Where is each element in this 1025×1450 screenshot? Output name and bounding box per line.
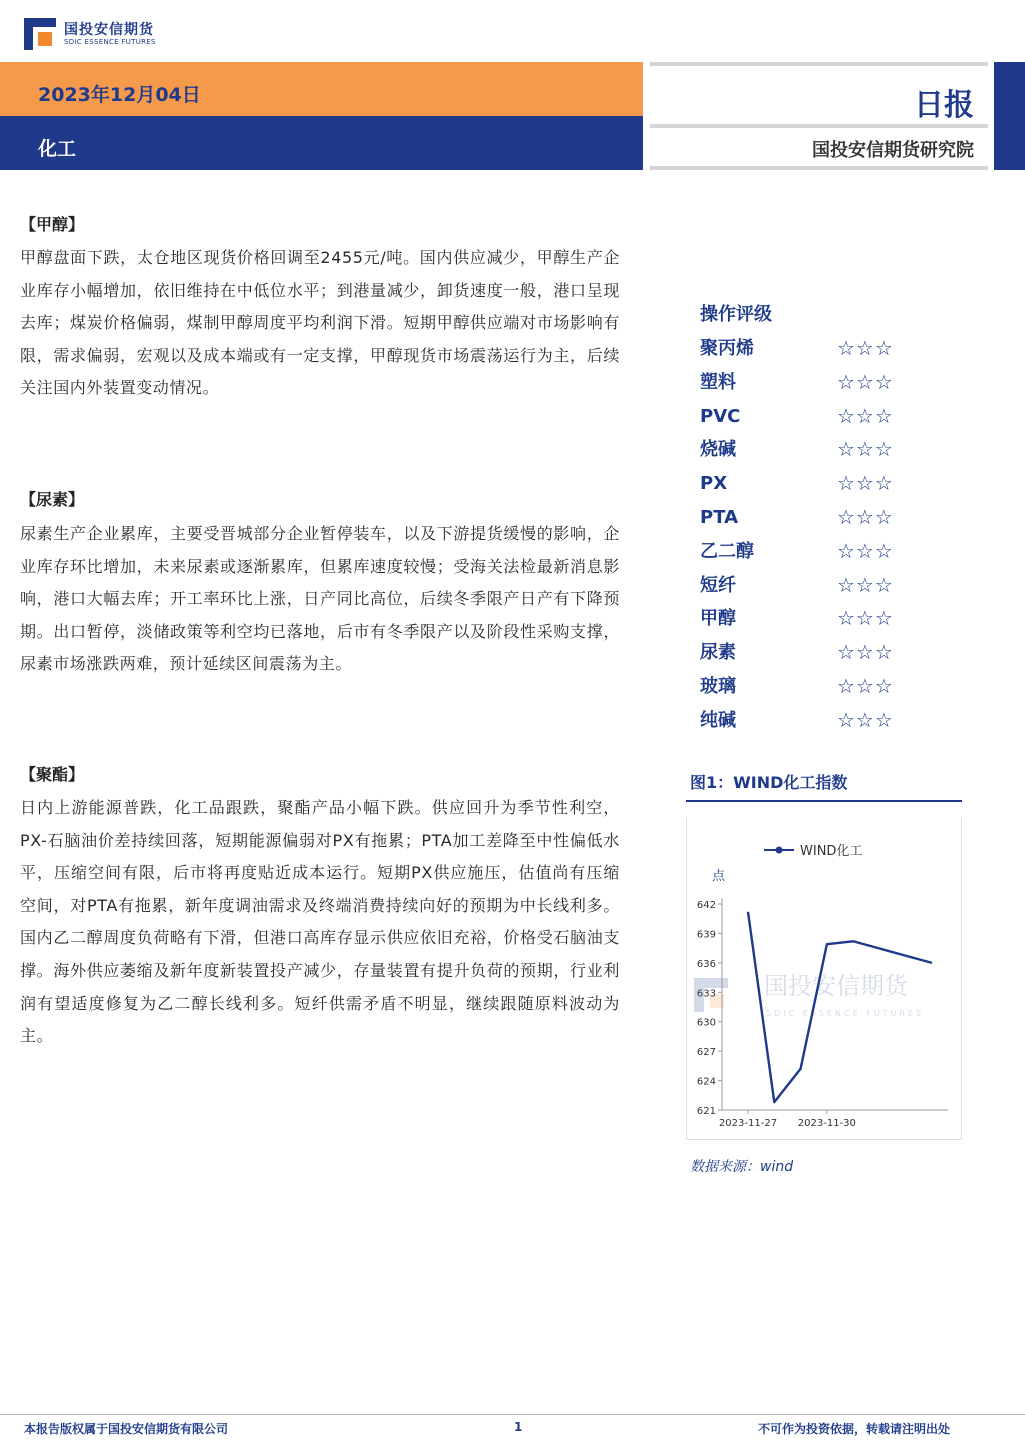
section-body-polyester: 日内上游能源普跌，化工品跟跌，聚酯产品小幅下跌。供应回升为季节性利空，PX-石脑油价差持续回落，短期能源偏弱对PX有拖累；PTA加工差降至中性偏低水平，压缩空间有限，后市将再度贴近成本运行。短期PX供应施压，估值尚有压缩空间，对PTA有拖累，新年度调油需求及终端消费持续向好的预期为中长线利多。国内乙二醇周度负荷略有下滑，但港口高库存显示供应依旧充裕，价格受石脑油支撑。海外供应萎缩及新年度新装置投产减少，存量装置有提升负荷的预期，行业利润有望适度修复为乙二醇长线利多。短纤供需矛盾不明显，继续跟随原料波动为主。 xyxy=(20,798,620,1046)
section-body-methanol: 甲醇盘面下跌，太仓地区现货价格回调至2455元/吨。国内供应减少，甲醇生产企业库存小幅增加，依旧维持在中低位水平；到港量减少，卸货速度一般，港口呈现去库；煤炭价格偏弱，煤制甲醇周度平均利润下滑。短期甲醇供应端对市场影响有限，需求偏弱，宏观以及成本端或有一定支撑，甲醇现货市场震荡运行为主，后续关注国内外装置变动情况。 xyxy=(20,248,620,398)
star-rating-icon: ☆☆☆ xyxy=(837,538,894,563)
rating-name: 烧碱 xyxy=(700,439,736,461)
figure-rule xyxy=(686,800,962,802)
star-rating-icon: ☆☆☆ xyxy=(837,471,894,496)
star-rating-icon: ☆☆☆ xyxy=(837,504,894,529)
x-tick-label: 2023-11-30 xyxy=(797,1118,856,1129)
rating-row xyxy=(700,569,940,603)
footer-page-number: 1 xyxy=(514,1420,523,1434)
rating-row xyxy=(700,704,940,738)
header-sector-band xyxy=(0,116,643,170)
chart-legend xyxy=(764,844,862,859)
rating-row xyxy=(700,332,940,366)
rating-name: 纯碱 xyxy=(700,709,736,731)
rating-row xyxy=(700,670,940,704)
rating-name: 乙二醇 xyxy=(700,540,754,562)
rating-name: PVC xyxy=(700,405,741,427)
star-rating-icon: ☆☆☆ xyxy=(837,640,894,665)
y-tick-label: 636 xyxy=(696,958,716,970)
report-date: 2023年12月04日 xyxy=(38,84,201,106)
star-rating-icon: ☆☆☆ xyxy=(837,437,894,462)
star-rating-icon: ☆☆☆ xyxy=(837,606,894,631)
rating-row xyxy=(700,636,940,670)
section-body-urea: 尿素生产企业累库，主要受晋城部分企业暂停装车，以及下游提货缓慢的影响，企业库存环比增加，未来尿素或逐渐累库，但累库速度较慢；受海关法检最新消息影响，港口大幅去库；开工率环比上涨，日产同比高位，后续冬季限产日产有下降预期。出口暂停，淡储政策等利空均已落地，后市有冬季限产以及阶段性采购支撑，尿素市场涨跌两难，预计延续区间震荡为主。 xyxy=(20,524,620,674)
logo-subtitle: SDIC ESSENCE FUTURES xyxy=(64,38,156,46)
watermark xyxy=(694,972,924,1018)
rating-row xyxy=(700,602,940,636)
logo-name: 国投安信期货 xyxy=(64,22,154,38)
x-axis xyxy=(719,1110,948,1129)
figure-source: 数据来源：wind xyxy=(690,1159,794,1175)
rating-panel xyxy=(700,298,940,738)
rating-row xyxy=(700,433,940,467)
series-line-wind-chemical xyxy=(748,912,932,1102)
rating-name: 尿素 xyxy=(700,642,736,664)
y-tick-label: 624 xyxy=(696,1076,716,1088)
y-tick-label: 630 xyxy=(696,1017,716,1029)
wind-chemical-index-chart xyxy=(686,818,962,1140)
rating-row xyxy=(700,467,940,501)
star-rating-icon: ☆☆☆ xyxy=(837,673,894,698)
rating-row xyxy=(700,366,940,400)
rating-title: 操作评级 xyxy=(700,304,772,325)
watermark-subtext: SDIC ESSENCE FUTURES xyxy=(766,1009,925,1018)
rating-row xyxy=(700,400,940,434)
rating-name: 聚丙烯 xyxy=(700,338,754,359)
section-title-polyester: 【聚酯】 xyxy=(20,765,85,784)
report-sector: 化工 xyxy=(38,138,77,160)
company-logo xyxy=(24,16,194,56)
legend-series-name: WIND化工 xyxy=(800,844,863,859)
rating-name: PTA xyxy=(700,506,739,528)
star-rating-icon: ☆☆☆ xyxy=(837,336,894,360)
logo-mark-icon xyxy=(24,18,56,50)
header-right xyxy=(650,62,988,170)
footer-rule xyxy=(0,1414,1025,1415)
star-rating-icon: ☆☆☆ xyxy=(837,572,894,597)
rating-name: 玻璃 xyxy=(700,675,736,697)
rating-name: 短纤 xyxy=(700,574,736,596)
y-axis-unit: 点 xyxy=(712,869,726,884)
y-tick-label: 627 xyxy=(696,1047,716,1059)
rating-row xyxy=(700,501,940,535)
rating-name: PX xyxy=(700,473,728,495)
footer-disclaimer: 不可作为投资依据，转载请注明出处 xyxy=(758,1422,951,1436)
report-type: 日报 xyxy=(914,88,974,123)
y-tick-label: 633 xyxy=(696,988,716,1000)
series-layer xyxy=(748,912,932,1102)
x-tick-label: 2023-11-27 xyxy=(718,1118,778,1129)
star-rating-icon: ☆☆☆ xyxy=(837,369,894,394)
rating-row xyxy=(700,535,940,569)
figure-title: 图1：WIND化工指数 xyxy=(690,773,848,792)
y-tick-label: 642 xyxy=(696,900,716,911)
star-rating-icon: ☆☆☆ xyxy=(837,707,894,732)
footer-copyright: 本报告版权属于国投安信期货有限公司 xyxy=(24,1422,229,1436)
institute-name: 国投安信期货研究院 xyxy=(812,140,974,161)
y-tick-label: 639 xyxy=(696,929,716,941)
section-title-urea: 【尿素】 xyxy=(20,490,85,509)
star-rating-icon: ☆☆☆ xyxy=(837,403,894,428)
y-tick-label: 621 xyxy=(696,1106,716,1117)
watermark-text: 国投安信期货 xyxy=(764,972,908,1000)
rating-name: 甲醇 xyxy=(700,608,736,630)
rating-name: 塑料 xyxy=(700,371,736,393)
section-title-methanol: 【甲醇】 xyxy=(20,215,85,234)
